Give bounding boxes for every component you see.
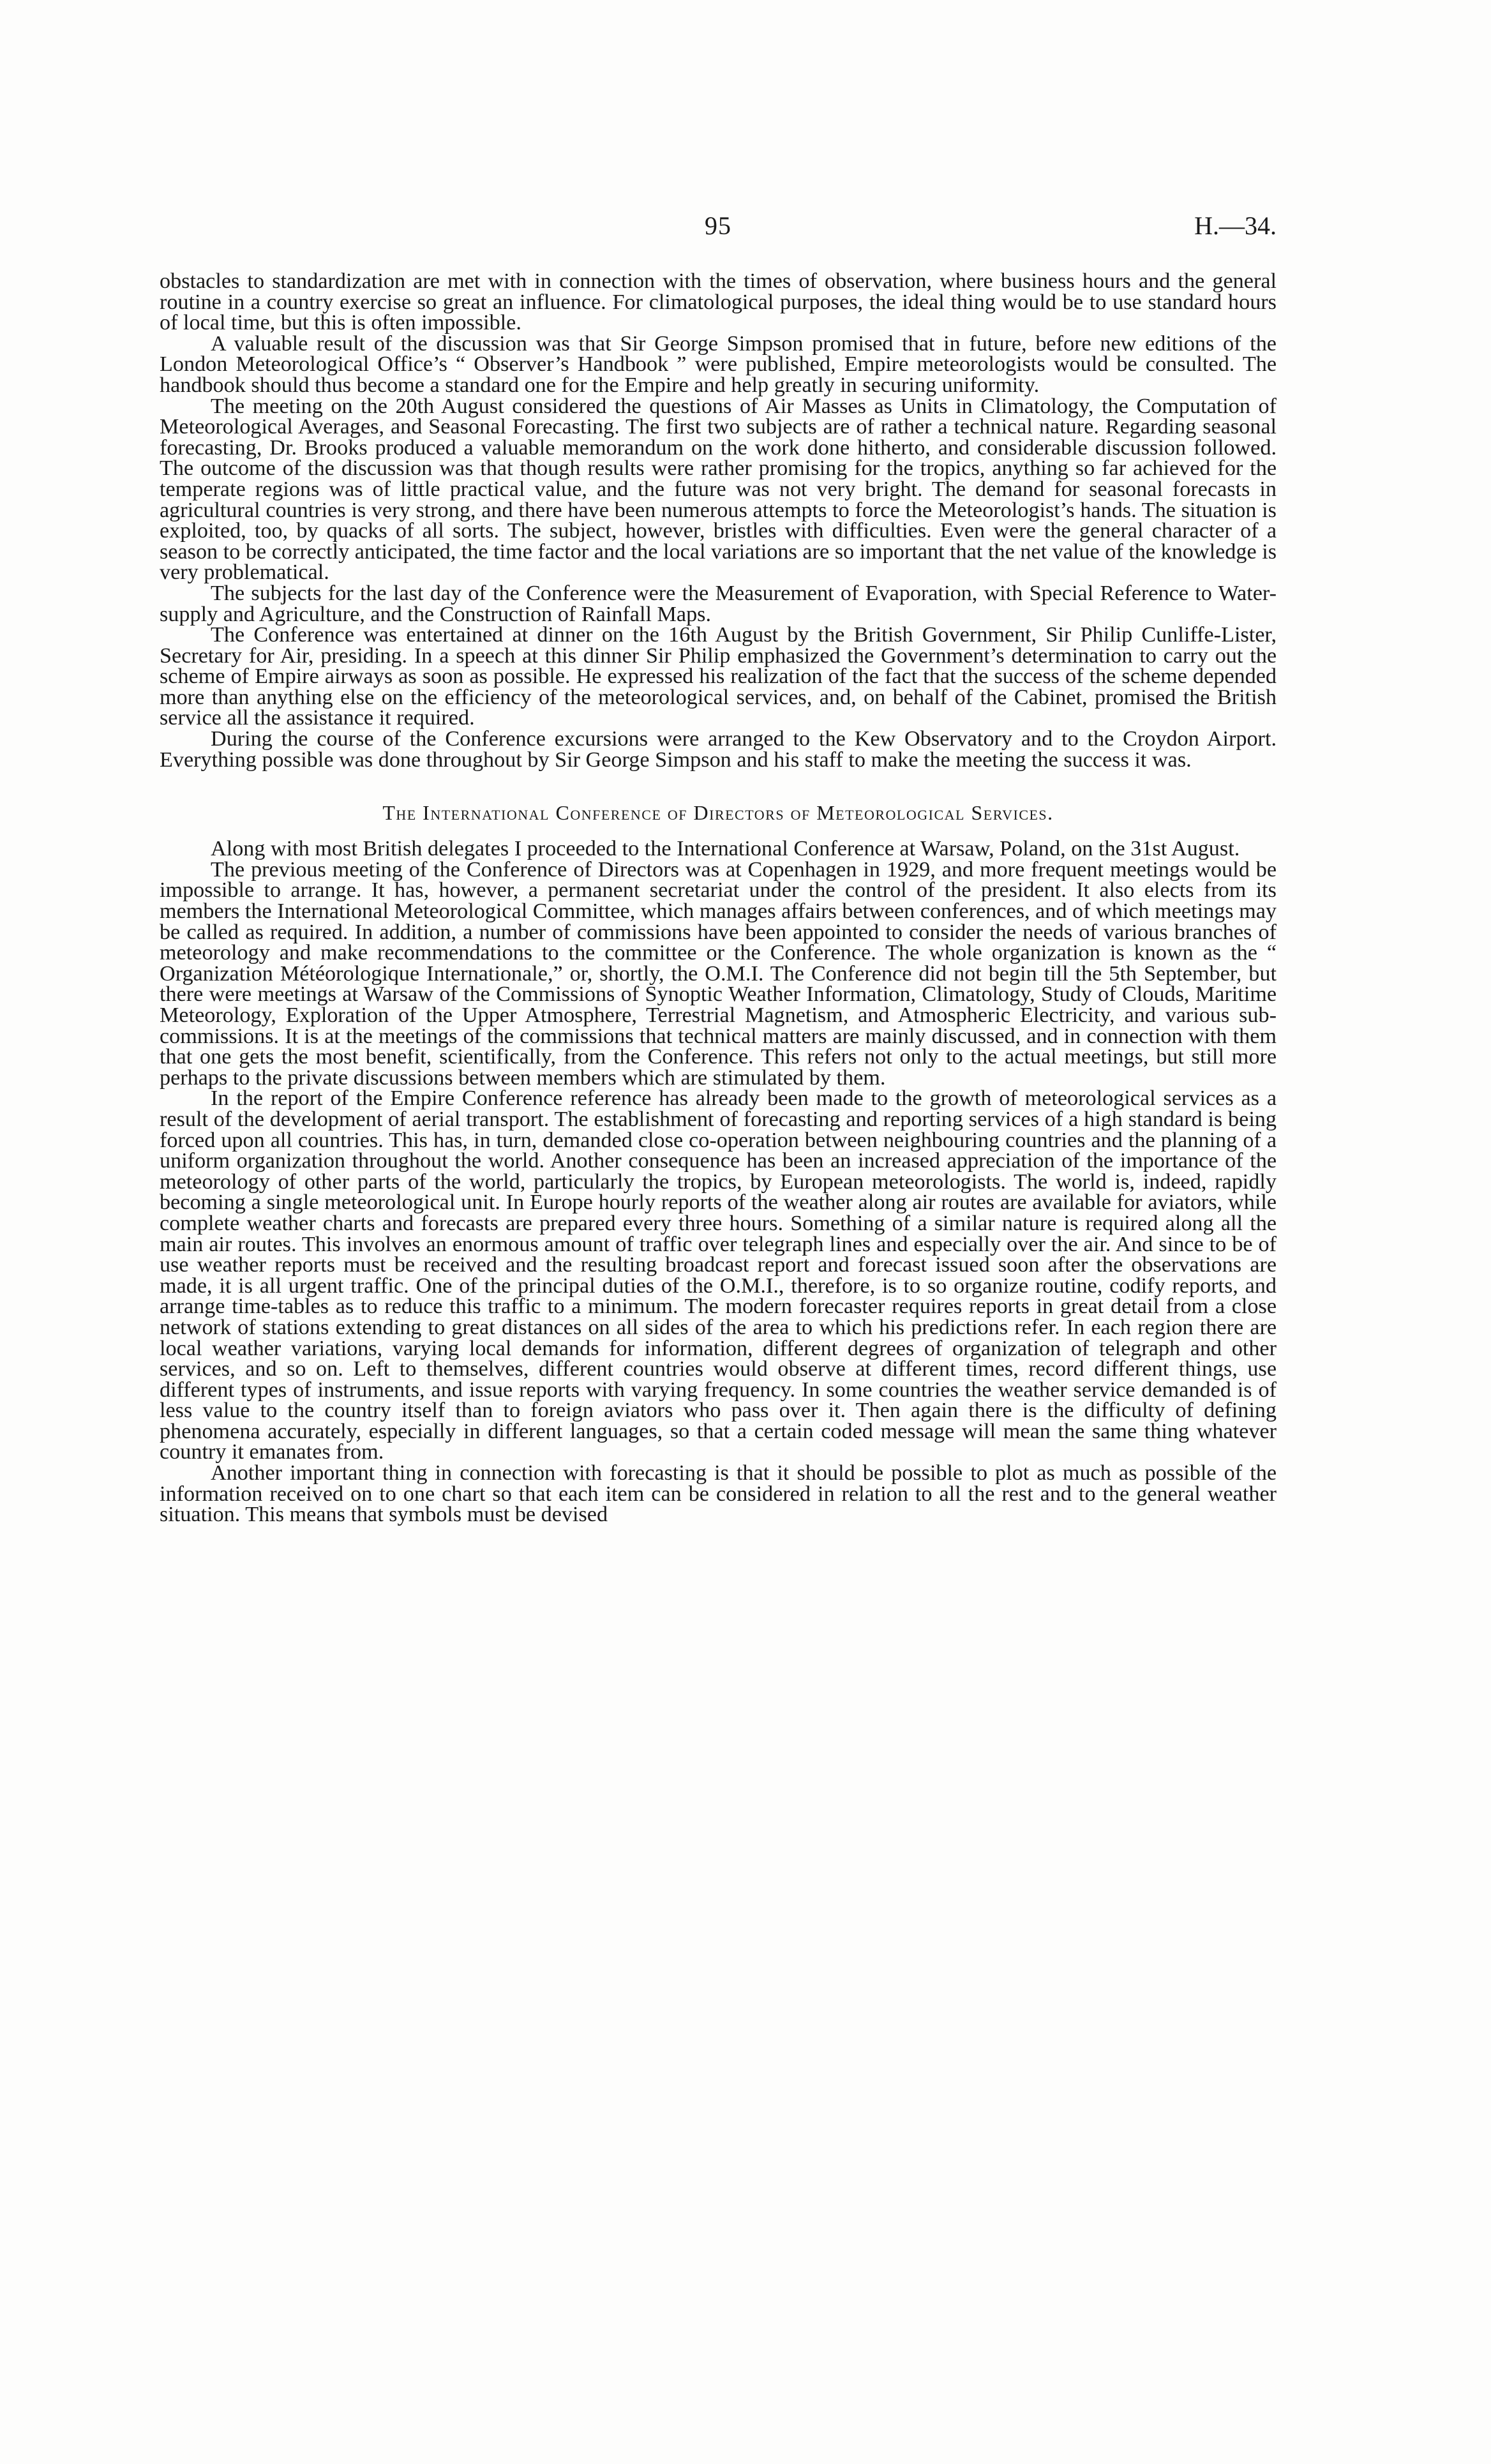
- paragraph: The Conference was entertained at dinner on the 16th August by the British Government, Sir Philip Cunliffe-Lister, Secretary for Air, presiding. In a speech at this dinner Sir Philip emphasized the Government’s determination to carry out the scheme of Empire airways as soon as possible. He expressed his realization of the fact that the success of the scheme depended more than anything else on the efficiency of the meteorological services, and, on behalf of the Cabinet, promised the British service all the assistance it required.: [160, 623, 1277, 730]
- paragraph: The previous meeting of the Conference of Directors was at Copenhagen in 1929, and more frequent meetings would be impossible to arrange. It has, however, a permanent secretariat under the control of the president. It also elects from its members the International Meteorological Committee, which manages affairs between conferences, and of which meetings may be called as required. In addition, a number of commissions have been appointed to consider the needs of various branches of meteorology and make recommendations to the committee or the Conference. The whole organization is known as the “ Organization Météorologique Internationale,” or, shortly, the O.M.I. The Conference did not begin till the 5th September, but there were meetings at Warsaw of the Commissions of Synoptic Weather Information, Climatology, Study of Clouds, Maritime Meteorology, Exploration of the Upper Atmosphere, Terrestrial Magnetism, and Atmospheric Electricity, and various sub-commissions. It is at the meetings of the commissions that technical matters are mainly discussed, and in connection with them that one gets the most benefit, scientifically, from the Conference. This refers not only to the actual meetings, but still more perhaps to the private discussions between members which are stimulated by them.: [160, 857, 1277, 1090]
- paragraph: During the course of the Conference excursions were arranged to the Kew Observatory and to the Croydon Airport. Everything possible was done throughout by Sir George Simpson and his staff to make the meeting the success it was.: [160, 727, 1277, 772]
- paragraph: The subjects for the last day of the Conference were the Measurement of Evaporation, with Special Reference to Water-supply and Agriculture, and the Construction of Rainfall Maps.: [160, 581, 1277, 626]
- page-number: 95: [705, 211, 731, 240]
- paragraph: Along with most British delegates I proceeded to the International Conference at Warsaw, Poland, on the 31st August.: [211, 837, 1240, 861]
- document-reference: H.—34.: [1194, 211, 1277, 240]
- paragraph: The meeting on the 20th August considered the questions of Air Masses as Units in Climatology, the Computation of Meteorological Averages, and Seasonal Forecasting. The first two subjects are of rather a technical nature. Regarding seasonal forecasting, Dr. Brooks produced a valuable memorandum on the work done hitherto, and considerable discussion followed. The outcome of the discussion was that though results were rather promising for the tropics, anything so far achieved for the temperate regions was of little practical value, and the future was not very bright. The demand for seasonal forecasts in agricultural countries is very strong, and there have been numerous attempts to force the Meteorologist’s hands. The situation is exploited, too, by quacks of all sorts. The subject, however, bristles with difficulties. Even were the general character of a season to be correctly anticipated, the time factor and the local variations are so important that the net value of the knowledge is very problematical.: [160, 394, 1277, 585]
- paragraph: In the report of the Empire Conference reference has already been made to the growth of meteorological services as a result of the development of aerial transport. The establishment of forecasting and reporting services of a high standard is being forced upon all countries. This has, in turn, demanded close co-operation between neighbouring countries and the planning of a uniform organization throughout the world. Another consequence has been an increased appreciation of the importance of the meteorology of other parts of the world, particularly the tropics, by European meteorologists. The world is, indeed, rapidly becoming a single meteorological unit. In Europe hourly reports of the weather along air routes are available for aviators, while complete weather charts and forecasts are prepared every three hours. Something of a similar nature is required along all the main air routes. This involves an enormous amount of traffic over telegraph lines and especially over the air. And since to be of use weather reports must be received and the resulting broadcast report and forecast issued soon after the observations are made, it is all urgent traffic. One of the principal duties of the O.M.I., therefore, is to so organize routine, codify reports, and arrange time-tables as to reduce this traffic to a minimum. The modern forecaster requires reports in great detail from a close network of stations extending to great distances on all sides of the area to which his predictions refer. In each region there are local weather variations, varying local demands for information, different degrees of organization of telegraph and other services, and so on. Left to themselves, different countries would observe at different times, record different things, use different types of instruments, and issue reports with varying frequency. In some countries the weather service demanded is of less value to the country itself than to foreign aviators who pass over it. Then again there is the difficulty of defining phenomena accurately, especially in different languages, so that a certain coded message will mean the same thing whatever country it emanates from.: [160, 1086, 1277, 1464]
- paragraph: A valuable result of the discussion was that Sir George Simpson promised that in future, before new editions of the London Meteorological Office’s “ Observer’s Handbook ” were published, Empire meteorologists would be consulted. The handbook should thus become a standard one for the Empire and help greatly in securing uniformity.: [160, 331, 1277, 397]
- section-heading: The International Conference of Directors of Meteorological Services.: [382, 801, 1054, 825]
- page-header: [160, 211, 1277, 249]
- paragraph: Another important thing in connection with forecasting is that it should be possible to plot as much as possible of the information received on to one chart so that each item can be considered in relation to all the rest and to the general weather situation. This means that symbols must be devised: [160, 1461, 1277, 1527]
- paragraph: obstacles to standardization are met with in connection with the times of observation, where business hours and the general routine in a country exercise so great an influence. For climatological purposes, the ideal thing would be to use standard hours of local time, but this is often impossible.: [160, 269, 1277, 335]
- body-text: [160, 271, 1277, 1526]
